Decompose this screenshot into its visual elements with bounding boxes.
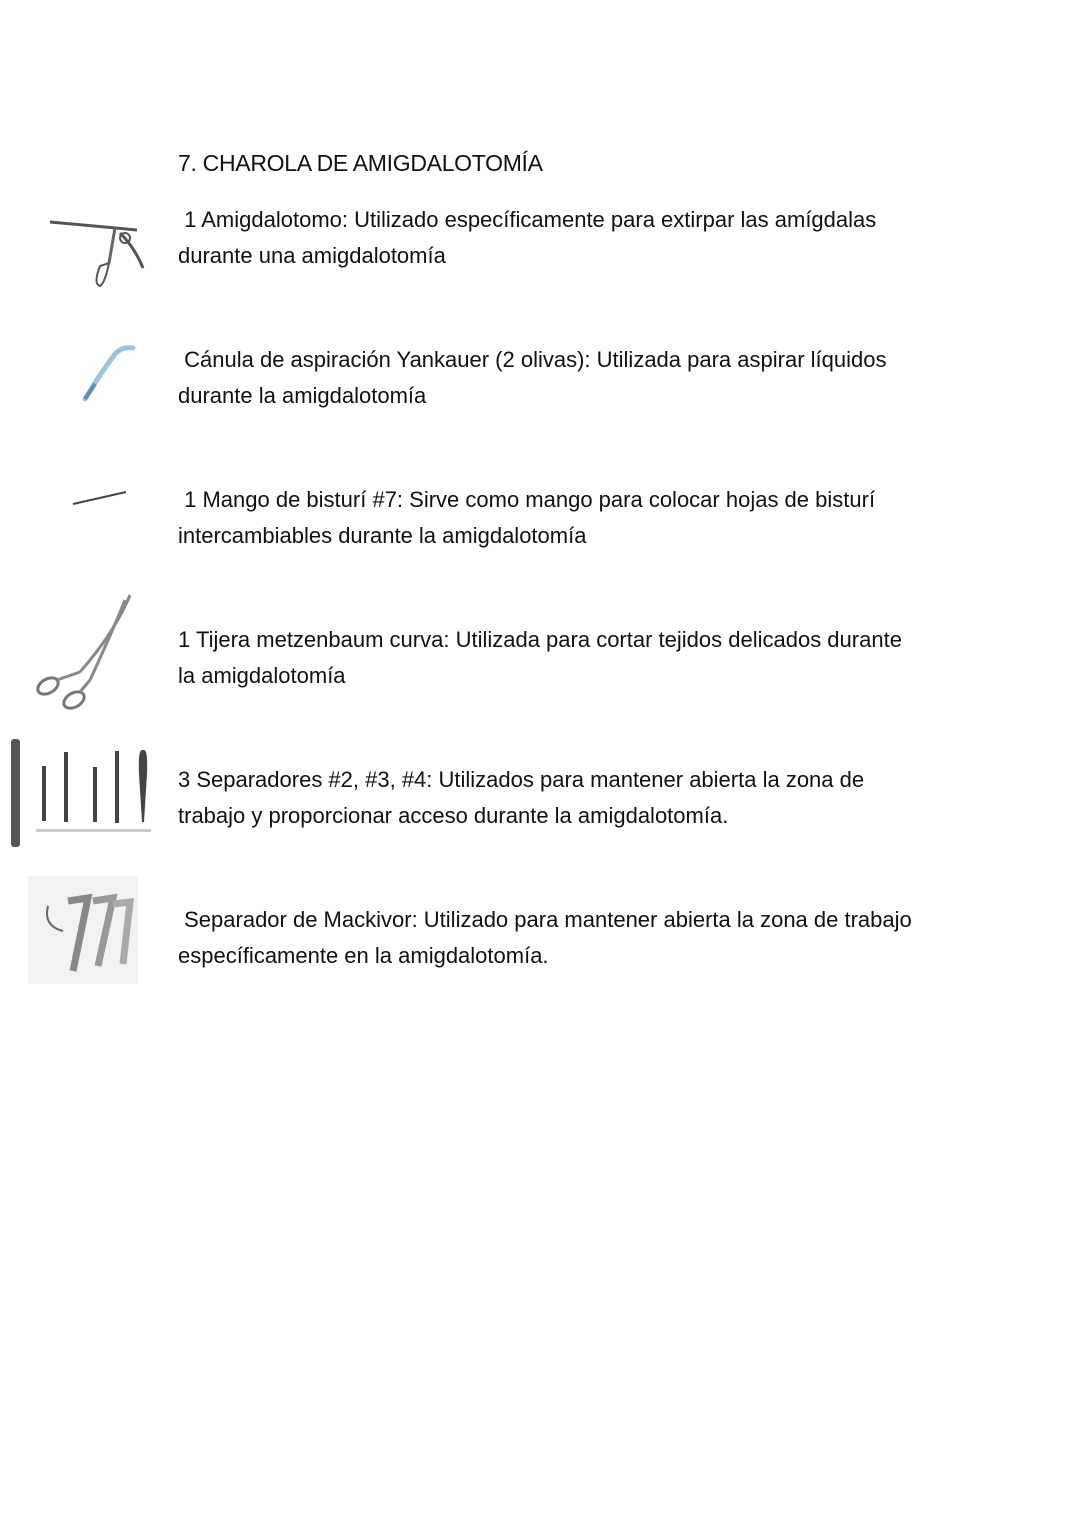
mackivor-retractor-icon	[28, 876, 138, 984]
section-title: 7. CHAROLA DE AMIGDALOTOMÍA	[178, 150, 543, 176]
item-text: Separador de Mackivor: Utilizado para mantener abierta la zona de trabajo específicamente en la amigdalotomía.	[178, 907, 918, 968]
yankauer-suction-icon	[75, 344, 140, 404]
list-item	[0, 204, 1080, 324]
list-item	[0, 484, 1080, 604]
item-text: Cánula de aspiración Yankauer (2 olivas): Utilizada para aspirar líquidos durante la amigdalotomía	[178, 347, 893, 408]
tonsillotome-icon	[45, 208, 150, 293]
item-text: 1 Mango de bisturí #7: Sirve como mango para colocar hojas de bisturí intercambiables durante la amigdalotomía	[178, 487, 882, 548]
retractors-icon	[8, 734, 158, 849]
item-text: 3 Separadores #2, #3, #4: Utilizados para mantener abierta la zona de trabajo y proporcionar acceso durante la amigdalotomía.	[178, 767, 871, 828]
list-item	[0, 904, 1080, 1024]
item-text: 1 Tijera metzenbaum curva: Utilizada para cortar tejidos delicados durante la amigdalotomía	[178, 627, 909, 688]
list-item	[0, 344, 1080, 464]
metzenbaum-scissors-icon	[30, 592, 135, 712]
list-item	[0, 764, 1080, 884]
item-text: 1 Amigdalotomo: Utilizado específicamente para extirpar las amígdalas durante una amigdalotomía	[178, 207, 883, 268]
list-item	[0, 624, 1080, 744]
scalpel-handle-icon	[70, 484, 130, 509]
